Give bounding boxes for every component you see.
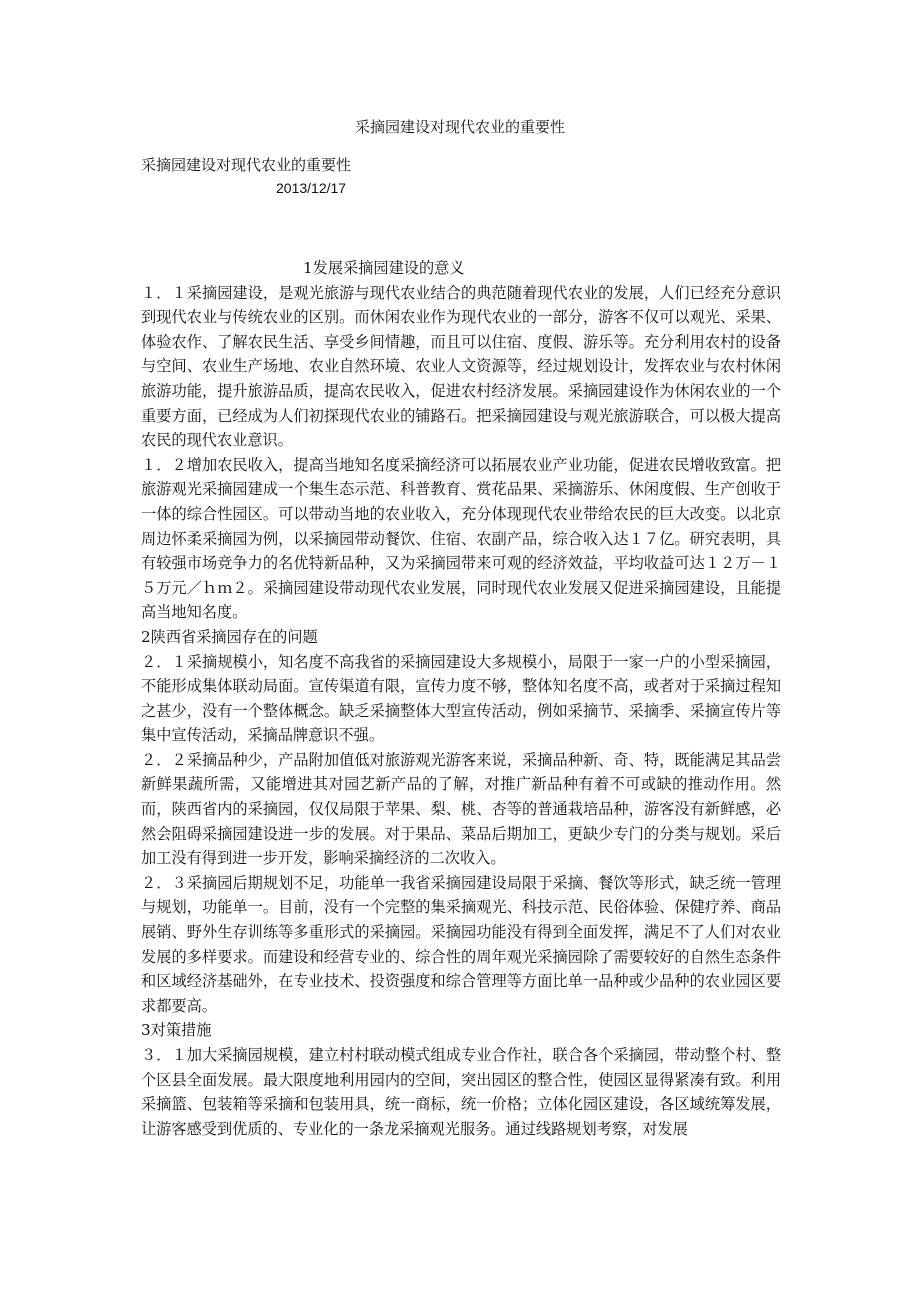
- section-heading: 3对策措施: [141, 1021, 212, 1040]
- paragraph: ３．１加大采摘园规模，建立村村联动模式组成专业合作社，联合各个采摘园，带动整个村、整个区县全面发展。最大限度地利用园内的空间，突出园区的整合性，使园区显得紧凑有致。利用采摘篮、包装箱等采摘和包装用具，统一商标，统一价格；立体化园区建设，各区域统筹发展，让游客感受到优质的、专业化的一条龙采摘观光服务。通过线路规划考察，对发展: [141, 1046, 781, 1138]
- paragraph: １．１采摘园建设，是观光旅游与现代农业结合的典范随着现代农业的发展，人们已经充分意识到现代农业与传统农业的区别。而休闲农业作为现代农业的一部分，游客不仅可以观光、采果、体验农作、了解农民生活、享受乡间情趣，而且可以住宿、度假、游乐等。充分利用农村的设备与空间、农业生产场地、农业自然环境、农业人文资源等，经过规划设计，发挥农业与农村休闲旅游功能，提升旅游品质，提高农民收入，促进农村经济发展。采摘园建设作为休闲农业的一个重要方面，已经成为人们初探现代农业的铺路石。把采摘园建设与观光旅游联合，可以极大提高农民的现代农业意识。: [141, 283, 781, 450]
- paragraph: ２．１采摘规模小，知名度不高我省的采摘园建设大多规模小，局限于一家一户的小型采摘园，不能形成集体联动局面。宣传渠道有限，宣传力度不够，整体知名度不高，或者对于采摘过程知之甚少，没有一个整体概念。缺乏采摘整体大型宣传活动，例如采摘节、采摘季、采摘宣传片等集中宣传活动，采摘品牌意识不强。: [141, 652, 781, 745]
- section-heading: 1发展采摘园建设的意义: [303, 259, 465, 277]
- section-heading: 2陕西省采摘园存在的问题: [141, 627, 318, 646]
- document-title: 采摘园建设对现代农业的重要性: [354, 118, 565, 136]
- paragraph: ２．２采摘品种少，产品附加值低对旅游观光游客来说，采摘品种新、奇、特，既能满足其品尝新鲜果蔬所需，又能增进其对园艺新产品的了解，对推广新品种有着不可或缺的推动作用。然而，陕西省内的采摘园，仅仅局限于苹果、梨、桃、杏等的普通栽培品种，游客没有新鲜感，必然会阻碍采摘园建设进一步的发展。对于果品、菜品后期加工，更缺少专门的分类与规划。采后加工没有得到进一步开发，影响采摘经济的二次收入。: [141, 750, 781, 868]
- paragraph: １．２增加农民收入，提高当地知名度采摘经济可以拓展农业产业功能，促进农民增收致富。把旅游观光采摘园建成一个集生态示范、科普教育、赏花品果、采摘游乐、休闲度假、生产创收于一体的综合性园区。可以带动当地的农业收入，充分体现现代农业带给农民的巨大改变。以北京周边怀柔采摘园为例，以采摘园带动餐饮、住宿、农副产品，综合收入达１７亿。研究表明，具有较强市场竞争力的名优特新品种，又为采摘园带来可观的经济效益，平均收益可达１２万－１５万元／ｈｍ２。采摘园建设带动现代农业发展，同时现代农业发展又促进采摘园建设，且能提高当地知名度。: [141, 455, 781, 622]
- paragraph: ２．３采摘园后期规划不足，功能单一我省采摘园建设局限于采摘、餐饮等形式，缺乏统一管理与规划，功能单一。目前，没有一个完整的集采摘观光、科技示范、民俗体验、保健疗养、商品展销、野外生存训练等多重形式的采摘园。采摘园功能没有得到全面发挥，满足不了人们对农业发展的多样要求。而建设和经营专业的、综合性的周年观光采摘园除了需要较好的自然生态条件和区域经济基础外，在专业技术、投资强度和综合管理等方面比单一品种或少品种的农业园区要求都要高。: [141, 873, 781, 1015]
- document-body: [141, 256, 781, 1141]
- document-date: 2013/12/17: [276, 180, 347, 196]
- document-subtitle: 采摘园建设对现代农业的重要性: [141, 156, 352, 174]
